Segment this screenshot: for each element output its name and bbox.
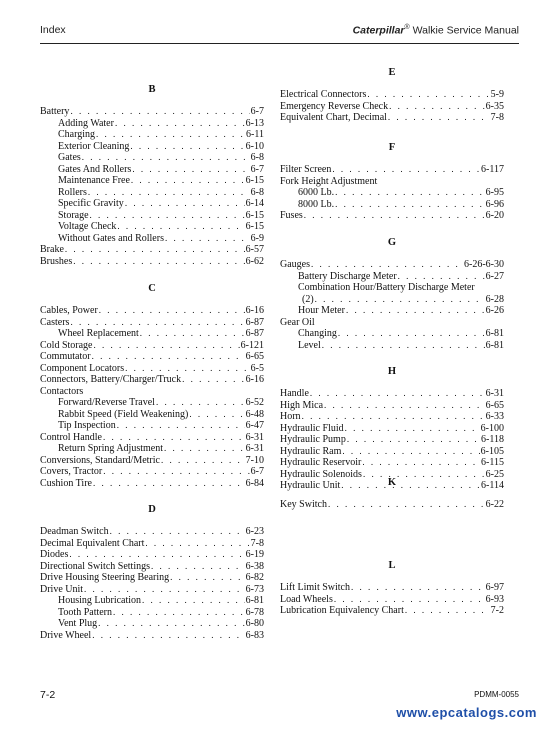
index-entry — [280, 112, 504, 124]
entry-term: Decimal Equivalent Chart — [40, 537, 145, 549]
header-section: Index — [40, 24, 66, 36]
index-entry — [40, 141, 264, 153]
entry-page-ref: 6-100 — [480, 422, 504, 434]
section-letter: C — [148, 283, 156, 294]
dot-leader — [110, 526, 245, 538]
dot-leader — [117, 420, 245, 432]
entry-page-ref: 6-121 — [240, 339, 264, 351]
entry-page-ref: 6-65 — [245, 351, 264, 362]
dot-leader — [92, 351, 245, 363]
index-entry — [40, 561, 264, 573]
index-entry — [40, 221, 264, 233]
entry-page-ref: 7-2 — [490, 605, 504, 616]
dot-leader — [189, 409, 244, 421]
index-entry — [40, 618, 264, 630]
entry-page-ref: 6-87 — [245, 316, 264, 328]
document-code: PDMM-0055 — [474, 690, 519, 699]
dot-leader — [69, 549, 244, 561]
entry-page-ref: 6-57 — [245, 244, 264, 255]
dot-leader — [398, 271, 485, 283]
entry-term: Rollers — [58, 186, 87, 198]
index-entry-heading: Contactors — [40, 385, 84, 397]
entry-term: Control Handle — [40, 431, 102, 443]
dot-leader — [332, 164, 480, 176]
entry-page-ref: 6-23 — [245, 526, 264, 537]
entry-term: Adding Water — [58, 117, 114, 129]
entry-page-ref: 6-93 — [485, 593, 504, 605]
index-entry — [280, 411, 504, 423]
entry-term: Tooth Pattern — [58, 606, 113, 618]
dot-leader — [73, 256, 244, 268]
section-letter: G — [387, 237, 397, 248]
entry-page-ref: 6-31 — [485, 388, 504, 399]
dot-leader — [170, 572, 245, 584]
dot-leader — [117, 221, 244, 233]
entry-page-ref: 6-114 — [481, 480, 504, 491]
entry-term: Electrical Connectors — [280, 89, 367, 100]
entry-term: Commutator — [40, 351, 91, 362]
dot-leader — [304, 210, 485, 222]
dot-leader — [70, 106, 249, 118]
index-section-h — [280, 365, 504, 492]
entry-page-ref: 6-80 — [245, 618, 264, 629]
entry-term: Voltage Check — [58, 221, 117, 232]
dot-leader — [311, 259, 463, 271]
index-entry — [40, 175, 264, 187]
entry-term: Horn — [280, 411, 301, 422]
index-entry — [40, 584, 264, 596]
entry-term: Changing — [298, 328, 337, 339]
index-entry — [40, 118, 264, 130]
index-entry — [40, 443, 264, 455]
entry-page-ref: 6-87 — [245, 328, 264, 339]
entry-page-ref: 6-81 — [245, 595, 264, 606]
entry-page-ref: 6-81 — [485, 328, 504, 339]
dot-leader — [70, 317, 244, 329]
entry-page-ref: 6-31 — [245, 431, 264, 443]
index-entry — [40, 305, 264, 317]
index-entry — [40, 106, 264, 118]
dot-leader — [182, 374, 245, 386]
dot-leader — [98, 618, 244, 630]
dot-leader — [347, 434, 480, 446]
entry-term: Wheel Replacement — [58, 328, 139, 339]
index-entry — [40, 328, 264, 340]
dot-leader — [389, 101, 485, 113]
dot-leader — [310, 388, 485, 400]
index-entry — [280, 210, 504, 222]
index-entry — [280, 305, 504, 317]
index-entry — [280, 164, 504, 176]
index-section-g — [280, 236, 504, 351]
entry-page-ref: 6-65 — [485, 399, 504, 411]
entry-term: Handle — [280, 388, 309, 399]
dot-leader — [142, 595, 245, 607]
dot-leader — [338, 328, 485, 340]
entry-page-ref: 6-38 — [245, 560, 264, 572]
entry-page-ref: 6-10 — [245, 140, 264, 152]
entry-term: Gates — [58, 152, 81, 163]
section-letter: L — [388, 560, 396, 571]
dot-leader — [115, 118, 245, 130]
entry-page-ref: 6-26-6-30 — [464, 259, 504, 270]
entry-page-ref: 6-9 — [250, 232, 264, 244]
index-entry — [40, 607, 264, 619]
entry-page-ref: 6-15 — [245, 221, 264, 232]
dot-leader — [335, 199, 485, 211]
entry-page-ref: 6-78 — [245, 606, 264, 618]
entry-page-ref: 6-52 — [245, 397, 264, 408]
entry-term: Hydraulic Pump — [280, 434, 346, 445]
index-entry — [40, 455, 264, 467]
index-entry — [40, 363, 264, 375]
entry-term: Battery — [40, 106, 70, 117]
index-entry — [280, 199, 504, 211]
dot-leader — [342, 446, 479, 458]
entry-term: Conversions, Standard/Metric — [40, 454, 160, 466]
index-entry — [40, 420, 264, 432]
section-letter: D — [148, 504, 156, 515]
entry-page-ref: 6-117 — [481, 164, 504, 175]
entry-page-ref: 6-95 — [485, 187, 504, 198]
index-entry — [280, 582, 504, 594]
entry-page-ref: 5-9 — [490, 89, 504, 100]
index-entry — [280, 499, 504, 511]
entry-term: Deadman Switch — [40, 526, 109, 537]
entry-page-ref: 6-73 — [245, 583, 264, 595]
dot-leader — [328, 499, 485, 511]
index-entry — [280, 187, 504, 199]
index-entry — [40, 572, 264, 584]
index-entry — [40, 374, 264, 386]
entry-page-ref: 6-13 — [245, 117, 264, 129]
dot-leader — [335, 187, 485, 199]
entry-page-ref: 6-7 — [250, 466, 264, 477]
dot-leader — [103, 432, 245, 444]
entry-term: Hour Meter — [298, 305, 345, 316]
dot-leader — [345, 423, 480, 435]
entry-term: Hydraulic Ram — [280, 445, 342, 457]
index-entry — [280, 423, 504, 435]
entry-term: Forward/Reverse Travel — [58, 397, 155, 408]
index-entry — [280, 388, 504, 400]
entry-page-ref: 7-10 — [245, 454, 264, 466]
entry-term: Return Spring Adjustment — [58, 443, 163, 454]
entry-page-ref: 6-118 — [481, 434, 504, 445]
entry-page-ref: 6-11 — [246, 129, 264, 140]
header-manual-title: Walkie Service Manual — [409, 24, 519, 37]
index-entry — [40, 432, 264, 444]
entry-page-ref: 6-25 — [485, 468, 504, 480]
dot-leader — [334, 594, 485, 606]
header-reg: ® — [404, 24, 410, 31]
index-entry — [280, 340, 504, 352]
index-section-b — [40, 83, 264, 267]
section-letter: H — [387, 366, 397, 377]
index-section-d — [40, 503, 264, 641]
entry-page-ref: 6-115 — [481, 457, 504, 468]
entry-term: 8000 Lb. — [298, 198, 335, 210]
entry-page-ref: 6-16 — [245, 374, 264, 385]
dot-leader — [324, 400, 485, 412]
entry-term: Battery Discharge Meter — [298, 270, 397, 282]
index-entry — [40, 478, 264, 490]
section-letter: F — [388, 142, 396, 153]
index-entry — [280, 101, 504, 113]
dot-leader — [82, 152, 250, 164]
entry-page-ref: 6-83 — [245, 629, 264, 641]
entry-page-ref: 6-62 — [245, 255, 264, 267]
entry-term: Exterior Cleaning — [58, 140, 130, 152]
entry-page-ref: 6-5 — [250, 362, 264, 374]
entry-page-ref: 6-81 — [485, 339, 504, 351]
index-entry-heading: Gear Oil — [280, 316, 315, 328]
entry-term: Storage — [58, 209, 89, 221]
dot-leader — [90, 210, 245, 222]
section-letter: K — [387, 477, 397, 488]
index-entry — [40, 210, 264, 222]
entry-term: Drive Unit — [40, 583, 84, 595]
index-entry — [280, 328, 504, 340]
dot-leader — [113, 607, 245, 619]
entry-page-ref: 6-82 — [245, 572, 264, 583]
entry-term: Cold Storage — [40, 339, 93, 351]
entry-term: Connectors, Battery/Charger/Truck — [40, 374, 182, 385]
entry-term: Vent Plug — [58, 618, 98, 629]
index-entry — [40, 538, 264, 550]
section-letter: E — [388, 67, 396, 78]
entry-term: Directional Switch Settings — [40, 560, 150, 572]
index-entry — [280, 400, 504, 412]
dot-leader — [84, 584, 245, 596]
entry-term: High Mica — [280, 399, 324, 411]
entry-page-ref: 6-33 — [485, 411, 504, 422]
entry-page-ref: 6-96 — [485, 198, 504, 210]
entry-term: Component Locators — [40, 362, 125, 374]
entry-term: Without Gates and Rollers — [58, 232, 164, 244]
dot-leader — [93, 478, 245, 490]
entry-page-ref: 6-84 — [245, 477, 264, 489]
entry-term: Maintenance Free — [58, 175, 130, 186]
entry-term: Hydraulic Fluid — [280, 422, 344, 434]
index-entry — [40, 409, 264, 421]
entry-page-ref: 6-22 — [485, 499, 504, 510]
entry-term: Tip Inspection — [58, 420, 116, 431]
index-entry — [40, 351, 264, 363]
entry-page-ref: 6-15 — [245, 209, 264, 221]
index-entry-heading: Fork Height Adjustment — [280, 175, 378, 187]
dot-leader — [367, 89, 489, 101]
entry-term: Cables, Power — [40, 305, 98, 316]
entry-page-ref: 6-15 — [245, 175, 264, 186]
page-header — [40, 24, 519, 40]
index-section-c — [40, 282, 264, 489]
entry-term: Gauges — [280, 259, 310, 270]
section-letter: B — [148, 84, 156, 95]
dot-leader — [161, 455, 245, 467]
entry-page-ref: 6-28 — [485, 293, 504, 305]
index-entry — [40, 549, 264, 561]
index-entry — [40, 630, 264, 642]
dot-leader — [151, 561, 245, 573]
index-entry — [40, 397, 264, 409]
index-entry — [280, 294, 504, 306]
entry-term: Lubrication Equivalency Chart — [280, 605, 404, 616]
entry-term: Cushion Tire — [40, 477, 92, 489]
index-entry — [280, 446, 504, 458]
index-entry — [40, 595, 264, 607]
entry-term: Level — [298, 339, 321, 351]
index-entry — [40, 526, 264, 538]
dot-leader — [130, 141, 244, 153]
dot-leader — [140, 328, 245, 340]
entry-term: 6000 Lb. — [298, 187, 335, 198]
entry-page-ref: 6-26 — [485, 305, 504, 316]
entry-term: Covers, Tractor — [40, 466, 103, 477]
index-section-l — [280, 559, 504, 617]
entry-term: Brushes — [40, 255, 73, 267]
header-rule — [40, 43, 519, 44]
dot-leader — [346, 305, 485, 317]
index-entry — [280, 271, 504, 283]
entry-term: Housing Lubrication — [58, 595, 142, 606]
dot-leader — [94, 340, 240, 352]
index-entry — [280, 89, 504, 101]
dot-leader — [132, 164, 249, 176]
index-entry — [40, 317, 264, 329]
index-entry — [40, 152, 264, 164]
dot-leader — [315, 294, 485, 306]
entry-page-ref: 6-105 — [480, 445, 504, 457]
entry-term: Hydraulic Solenoids — [280, 468, 362, 480]
entry-page-ref: 6-31 — [245, 443, 264, 454]
index-entry — [280, 259, 504, 271]
index-section-k — [280, 476, 504, 511]
dot-leader — [125, 363, 250, 375]
index-entry — [280, 594, 504, 606]
entry-term: Emergency Reverse Check — [280, 100, 389, 112]
index-entry-heading: Combination Hour/Battery Discharge Meter — [298, 282, 475, 293]
index-entry — [40, 164, 264, 176]
entry-term: Hydraulic Unit — [280, 480, 341, 491]
entry-term: Charging — [58, 129, 96, 140]
entry-term: Lift Limit Switch — [280, 582, 350, 593]
dot-leader — [65, 244, 245, 256]
index-entry — [40, 187, 264, 199]
dot-leader — [165, 233, 250, 245]
entry-term: Gates And Rollers — [58, 163, 132, 175]
index-entry — [40, 256, 264, 268]
entry-term: Fuses — [280, 210, 303, 221]
entry-page-ref: 6-27 — [485, 270, 504, 282]
dot-leader — [96, 129, 245, 141]
index-entry — [40, 233, 264, 245]
entry-term: Brake — [40, 244, 64, 255]
header-brand: Caterpillar — [352, 24, 405, 37]
index-section-e — [280, 66, 504, 124]
dot-leader — [351, 582, 485, 594]
entry-page-ref: 6-16 — [245, 305, 264, 316]
entry-term: Rabbit Speed (Field Weakening) — [58, 408, 189, 420]
entry-page-ref: 7-8 — [490, 112, 504, 123]
dot-leader — [103, 466, 249, 478]
entry-page-ref: 6-8 — [250, 186, 264, 198]
entry-page-ref: 6-47 — [245, 420, 264, 431]
entry-term: Specific Gravity — [58, 198, 124, 209]
index-entry — [40, 198, 264, 210]
entry-page-ref: 6-20 — [485, 210, 504, 221]
entry-term: Drive Wheel — [40, 629, 92, 641]
entry-page-ref: 6-19 — [245, 549, 264, 560]
entry-term: Load Wheels — [280, 593, 333, 605]
index-entry — [40, 129, 264, 141]
entry-page-ref: 7-8 — [250, 537, 264, 549]
dot-leader — [156, 397, 245, 409]
dot-leader — [362, 457, 480, 469]
entry-term: Diodes — [40, 549, 69, 560]
index-entry — [40, 340, 264, 352]
entry-term: Hydraulic Reservoir — [280, 457, 362, 468]
entry-page-ref: 6-7 — [250, 163, 264, 175]
entry-page-ref: 6-7 — [250, 106, 264, 117]
index-entry — [280, 434, 504, 446]
dot-leader — [99, 305, 245, 317]
entry-page-ref: 6-14 — [245, 198, 264, 209]
dot-leader — [388, 112, 490, 124]
index-entry — [280, 605, 504, 617]
dot-leader — [145, 538, 249, 550]
dot-leader — [125, 198, 245, 210]
entry-term: Drive Housing Steering Bearing — [40, 572, 170, 583]
entry-term: Filter Screen — [280, 164, 332, 175]
entry-term: Equivalent Chart, Decimal — [280, 112, 387, 123]
dot-leader — [322, 340, 485, 352]
index-entry — [40, 244, 264, 256]
dot-leader — [302, 411, 485, 423]
entry-page-ref: 6-48 — [245, 408, 264, 420]
dot-leader — [92, 630, 244, 642]
dot-leader — [164, 443, 245, 455]
entry-term: Casters — [40, 316, 70, 328]
index-section-f — [280, 141, 504, 222]
index-entry — [40, 466, 264, 478]
entry-page-ref: 6-35 — [485, 100, 504, 112]
dot-leader — [405, 605, 490, 617]
entry-page-ref: 6-8 — [250, 152, 264, 163]
page-number: 7-2 — [40, 689, 56, 701]
dot-leader — [88, 187, 250, 199]
index-entry — [280, 457, 504, 469]
entry-page-ref: 6-97 — [485, 582, 504, 593]
header-title — [353, 24, 519, 37]
entry-term: Key Switch — [280, 499, 327, 510]
dot-leader — [131, 175, 245, 187]
entry-term: (2) — [302, 293, 314, 305]
watermark: www.epcatalogs.com — [396, 705, 537, 720]
